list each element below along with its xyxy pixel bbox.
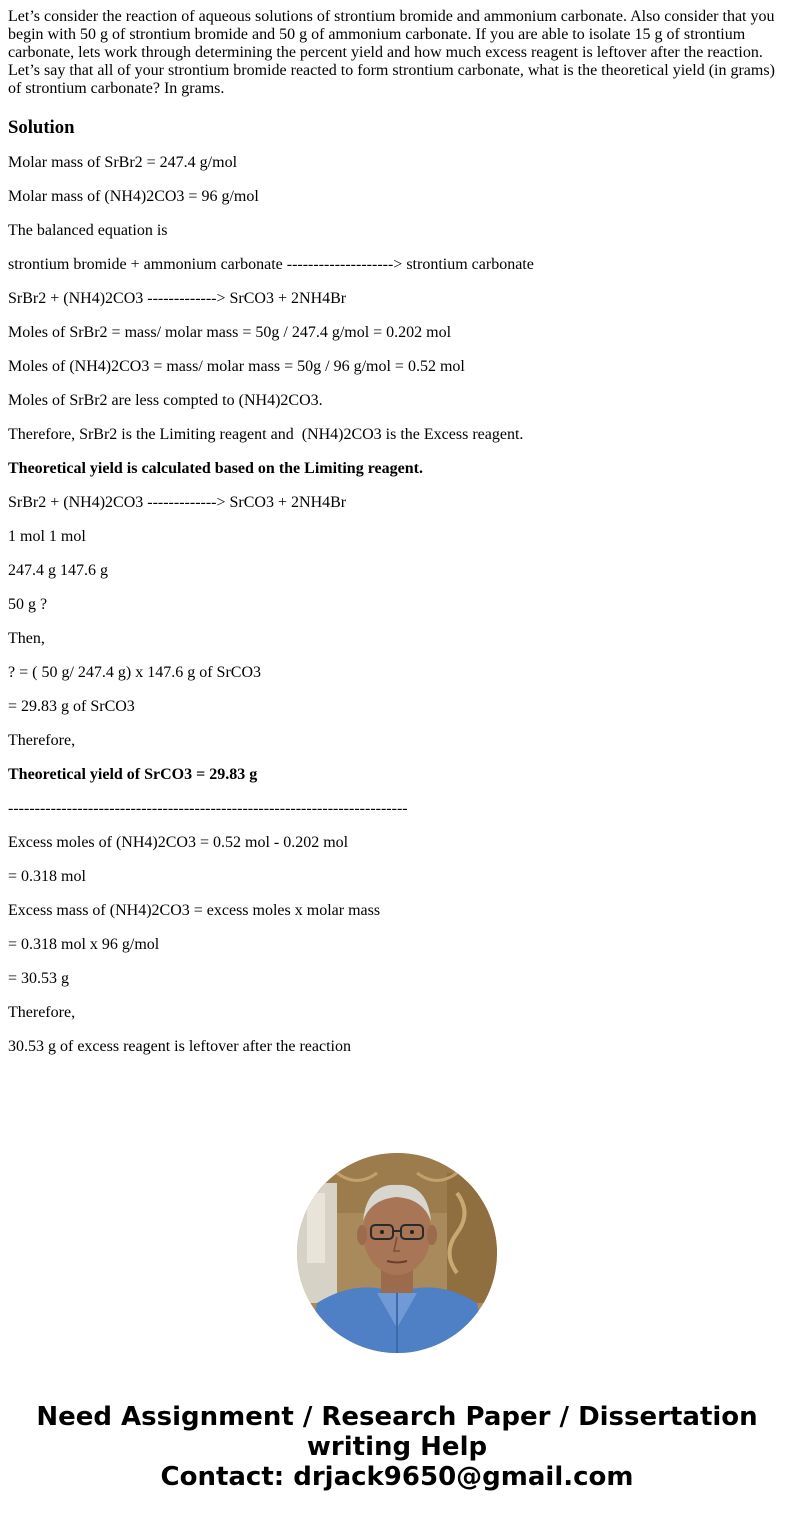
solution-line: Theoretical yield is calculated based on the Limiting reagent. [8, 460, 423, 477]
solution-line: Therefore, [8, 732, 76, 749]
solution-line: Theoretical yield of SrCO3 = 29.83 g [8, 766, 258, 783]
solution-line: Therefore, [8, 1004, 76, 1021]
solution-line: --------------------------------------------------------------------------- [8, 800, 408, 817]
solution-line: 30.53 g of excess reagent is leftover after the reaction [8, 1038, 351, 1055]
solution-lines [8, 154, 786, 1072]
solution-line: Moles of SrBr2 = mass/ molar mass = 50g / 247.4 g/mol = 0.202 mol [8, 324, 452, 341]
solution-heading: Solution [8, 117, 75, 138]
footer-contact: Contact: drjack9650@gmail.com [160, 1462, 634, 1492]
solution-line: Molar mass of SrBr2 = 247.4 g/mol [8, 154, 238, 171]
solution-line: strontium bromide + ammonium carbonate --------------------> strontium carbonate [8, 256, 534, 273]
solution-line: Excess moles of (NH4)2CO3 = 0.52 mol - 0.202 mol [8, 834, 349, 851]
solution-line: Moles of SrBr2 are less compted to (NH4)2CO3. [8, 392, 323, 409]
solution-line: 1 mol 1 mol [8, 528, 86, 545]
footer-line-2: writing Help [306, 1432, 488, 1462]
solution-line: = 30.53 g [8, 970, 70, 987]
solution-line: 50 g ? [8, 596, 48, 613]
solution-line: Moles of (NH4)2CO3 = mass/ molar mass = 50g / 96 g/mol = 0.52 mol [8, 358, 465, 375]
solution-line: The balanced equation is [8, 222, 168, 239]
solution-line: ? = ( 50 g/ 247.4 g) x 147.6 g of SrCO3 [8, 664, 262, 681]
document-body [8, 8, 786, 1072]
solution-line: 247.4 g 147.6 g [8, 562, 108, 579]
solution-line: = 29.83 g of SrCO3 [8, 698, 135, 715]
solution-line: SrBr2 + (NH4)2CO3 -------------> SrCO3 + 2NH4Br [8, 290, 347, 307]
contact-footer [0, 1402, 794, 1492]
solution-line: SrBr2 + (NH4)2CO3 -------------> SrCO3 + 2NH4Br [8, 494, 347, 511]
question-text: Let’s consider the reaction of aqueous solutions of strontium bromide and ammonium carbonate. Also consider that you begin with 50 g of strontium bromide and 50 g of ammonium carbonate. If you are able to isolate 15 g of strontium carbonate, lets work through determining the percent yield and how much excess reagent is leftover after the reaction. Let’s say that all of your strontium bromide reacted to form strontium carbonate, what is the theoretical yield (in grams) of strontium carbonate? In grams. [8, 8, 775, 97]
solution-line: Then, [8, 630, 45, 647]
solution-line: Therefore, SrBr2 is the Limiting reagent and (NH4)2CO3 is the Excess reagent. [8, 426, 524, 443]
footer-line-1: Need Assignment / Research Paper / Dissertation [36, 1402, 758, 1432]
author-photo-image [297, 1153, 497, 1353]
author-photo [297, 1153, 497, 1353]
solution-line: = 0.318 mol [8, 868, 86, 885]
solution-line: Molar mass of (NH4)2CO3 = 96 g/mol [8, 188, 259, 205]
solution-line: Excess mass of (NH4)2CO3 = excess moles x molar mass [8, 902, 381, 919]
solution-line: = 0.318 mol x 96 g/mol [8, 936, 160, 953]
